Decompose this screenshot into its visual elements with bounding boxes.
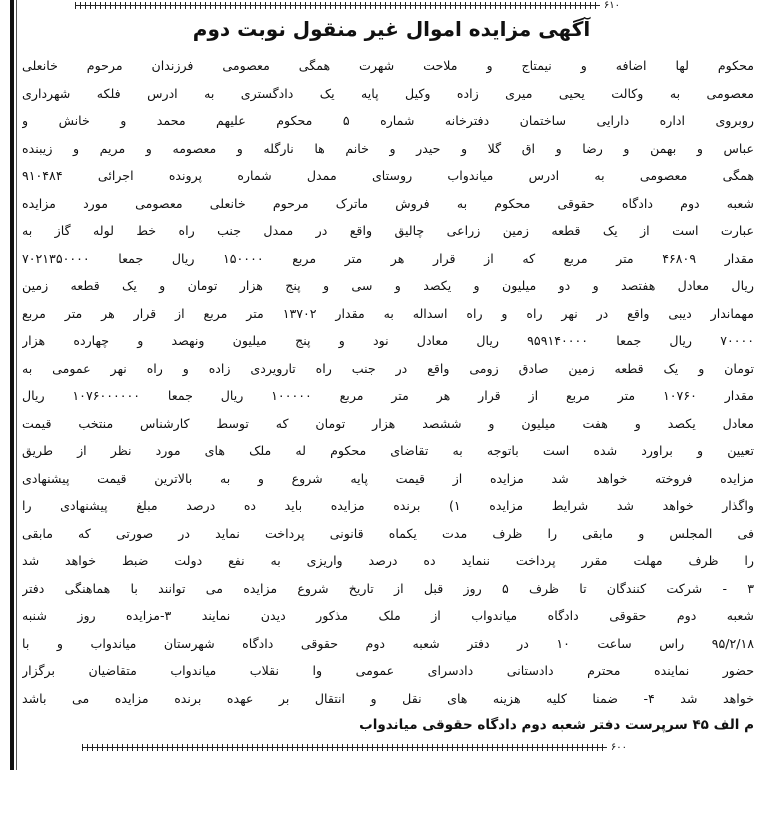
body-line: معصومی به وکالت یحیی میری زاده وکیل پایه یک دادگستری به ادرس فلکه شهرداری <box>22 85 754 101</box>
body-line: مقدار ۴۶۸۰۹ متر مربع که از قرار هر متر مربع ۱۵۰۰۰۰ ریال جمعا ۷۰۲۱۳۵۰۰۰۰ <box>22 250 754 266</box>
body-line: ۹۵/۲/۱۸ راس ساعت ۱۰ در دفتر شعبه دوم حقوقی دادگاه شهرستان میاندواب و با <box>22 635 754 651</box>
body-line: واگذار خواهد شد شرایط مزایده ۱) برنده مزایده باید ده درصد مبلغ پیشنهادی را <box>22 498 754 513</box>
bottom-ruler-line <box>82 747 607 748</box>
body-line: ریال معادل هفتصد و دو میلیون و یکصد و سی و پنج هزار تومان و یک قطعه زمین <box>22 278 754 293</box>
body-line: روبروی اداره دارایی ساختمان دفترخانه شماره ۵ محکوم علیهم محمد و خانش و <box>22 113 754 128</box>
left-border-rule-inner <box>16 0 17 770</box>
body-line: عباس و بهمن و رضا و اق گلا و حیدر و خانم ها نارگله و معصومه و مریم و زیبنده <box>22 140 754 156</box>
top-page-number: ۶۱۰ <box>603 0 620 11</box>
body-line: مزایده فروخته خواهد شد مزایده از قیمت پایه شروع و به بالاترین قیمت پیشنهادی <box>22 470 754 486</box>
top-page-bar <box>75 0 620 10</box>
body-line: معادل یکصد و هفت میلیون و ششصد هزار تومان که توسط کارشناس منتخب قیمت <box>22 415 754 431</box>
body-line: تعیین و براورد شده است باتوجه به تقاضای محکوم له ملک های مورد نظر از طریق <box>22 443 754 458</box>
bottom-page-number: ۶۰۰ <box>610 741 627 753</box>
body-line: را ظرف مهلت مقرر پرداخت ننماید ده درصد واریزی به نفع دولت ضبط خواهد شد <box>22 553 754 568</box>
body-line: عبارت است از یک قطعه زمین زراعی چالیق واقع در ممدل جنب راه خط لوله گاز به <box>22 223 754 238</box>
body-line: مقدار ۱۰۷۶۰ متر مربع از قرار هر متر مربع ۱۰۰۰۰۰ ریال جمعا ۱۰۷۶۰۰۰۰۰۰ ریال <box>22 388 754 403</box>
bottom-page-bar <box>82 742 627 752</box>
body-line: ۷۰۰۰۰ ریال جمعا ۹۵۹۱۴۰۰۰۰ ریال معادل نود و پنج میلیون ونهصد و چهارده هزار <box>22 333 754 348</box>
body-line: مهماندار دیبی واقع در نهر راه و راه اسداله به مقدار ۱۳۷۰۲ متر مربع از قرار هر متر مربع <box>22 305 754 321</box>
notice-title: آگهی مزایده اموال غیر منقول نوبت دوم <box>192 17 591 41</box>
body-line: ۳ - شرکت کنندگان تا ظرف ۵ روز قبل از تاریخ شروع مزایده می توانند با هماهنگی دفتر <box>22 580 754 596</box>
signature-line: م الف ۴۵ سرپرست دفتر شعبه دوم دادگاه حقوقی میاندواب <box>359 717 754 733</box>
body-line: حضور نماینده محترم دادستانی دادسرای عمومی وا نقلاب میاندواب متقاضیان برگزار <box>22 663 754 678</box>
notice-body <box>22 52 754 712</box>
body-line: خواهد شد ۴- ضمنا کلیه هزینه های نقل و انتقال بر عهده برنده مزایده می باشد <box>22 690 754 706</box>
body-line: شعبه دوم دادگاه حقوقی محکوم به فروش ماترک مرحوم خانعلی معصومی مورد مزایده <box>22 195 754 211</box>
body-line: تومان و یک قطعه زمین صادق زومی واقع در جنب راه تارویردی زاده و راه نهر عمومی به <box>22 360 754 376</box>
left-border-rule <box>10 0 14 770</box>
top-ruler-line <box>75 5 600 6</box>
body-line: فی المجلس و مابقی را ظرف مدت یکماه قانونی پرداخت نماید در صورتی که مابقی <box>22 525 754 541</box>
body-line: محکوم لها اضافه و نیمتاج و ملاحت شهرت همگی معصومی فرزندان مرحوم خانعلی <box>22 58 754 73</box>
body-line: همگی معصومی به ادرس میاندواب روستای ممدل شماره پرونده اجرائی ۹۱۰۴۸۴ <box>22 168 754 183</box>
body-line: شعبه دوم حقوقی دادگاه میاندواب از ملک مذکور دیدن نمایند ۳-مزایده روز شنبه <box>22 608 754 623</box>
